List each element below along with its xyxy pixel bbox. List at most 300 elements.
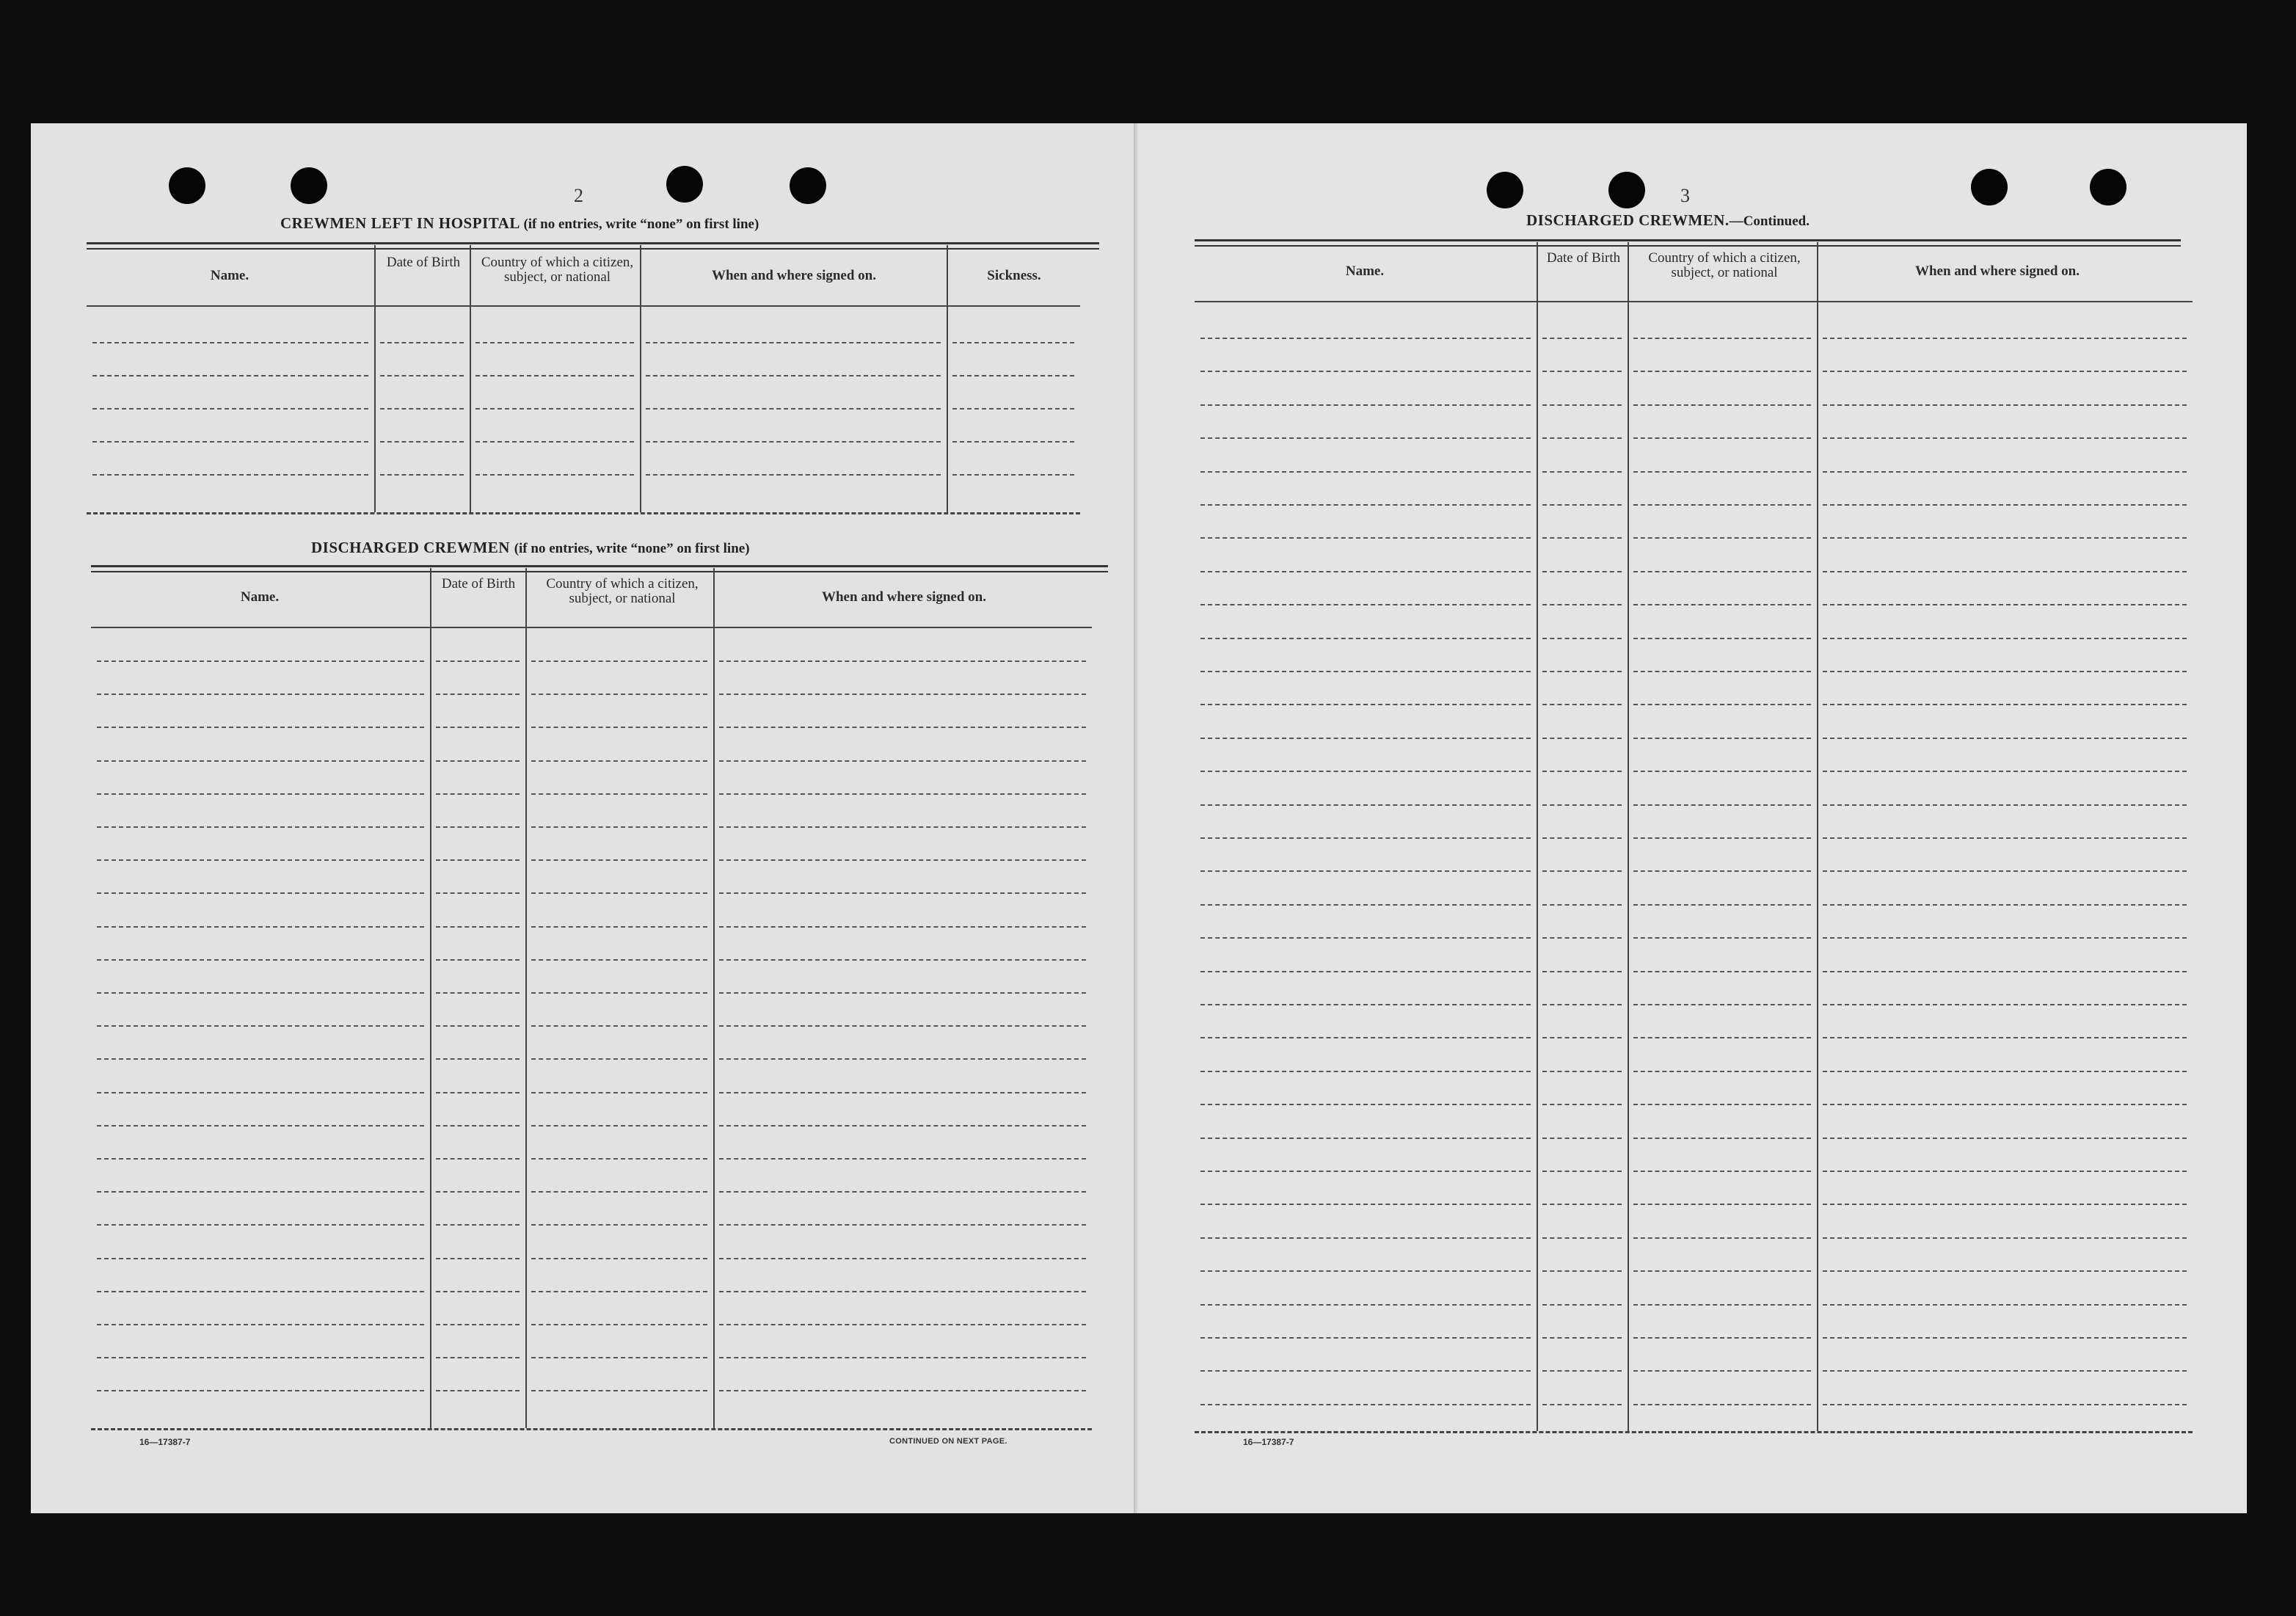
entry-line: [1200, 671, 1531, 672]
continued-top-rule: [1195, 239, 2181, 247]
entry-line: [97, 1324, 424, 1325]
entry-line: [1633, 704, 1811, 705]
entry-line: [1823, 870, 2187, 872]
entry-line: [952, 375, 1074, 376]
table-bottom-rule: [91, 1428, 1092, 1430]
punch-hole: [1971, 169, 2008, 205]
entry-line: [1823, 1337, 2187, 1339]
entry-line: [531, 892, 707, 894]
entry-line: [1823, 804, 2187, 806]
entry-line: [1200, 971, 1531, 972]
entry-line: [531, 992, 707, 994]
entry-line: [1823, 1071, 2187, 1072]
entry-line: [1633, 671, 1811, 672]
entry-line: [97, 660, 424, 662]
entry-line: [1633, 1104, 1811, 1105]
entry-line: [97, 1058, 424, 1060]
discharged-header-dob: Date of Birth: [441, 576, 516, 592]
punch-hole: [666, 166, 703, 203]
entry-line: [97, 959, 424, 961]
entry-line: [1633, 571, 1811, 572]
entry-line: [1633, 471, 1811, 473]
entry-line: [1200, 1304, 1531, 1306]
entry-line: [97, 1390, 424, 1391]
entry-line: [1542, 504, 1622, 506]
entry-line: [1542, 437, 1622, 439]
entry-line: [1823, 1237, 2187, 1239]
entry-line: [1200, 1237, 1531, 1239]
entry-line: [1633, 837, 1811, 839]
entry-line: [1823, 1138, 2187, 1139]
discharged-subtitle-text: (if no entries, write “none” on first line): [514, 541, 750, 556]
entry-line: [1200, 738, 1531, 739]
punch-hole: [2090, 169, 2126, 205]
entry-line: [1633, 1270, 1811, 1272]
entry-line: [436, 959, 520, 961]
entry-line: [1823, 1171, 2187, 1172]
entry-line: [531, 826, 707, 828]
entry-line: [531, 1258, 707, 1259]
entry-line: [719, 793, 1086, 795]
entry-line: [436, 1092, 520, 1093]
entry-line: [719, 1191, 1086, 1193]
hospital-header-signed-on: When and where signed on.: [711, 268, 876, 283]
entry-line: [531, 1191, 707, 1193]
entry-line: [436, 660, 520, 662]
continued-header-name: Name.: [1345, 263, 1385, 279]
entry-line: [719, 1324, 1086, 1325]
entry-line: [1823, 404, 2187, 406]
entry-line: [1633, 971, 1811, 972]
entry-line: [1542, 1304, 1622, 1306]
entry-line: [475, 474, 634, 476]
entry-line: [1200, 870, 1531, 872]
column-divider: [470, 245, 471, 512]
entry-line: [1633, 338, 1811, 339]
entry-line: [1542, 338, 1622, 339]
entry-line: [1823, 771, 2187, 772]
column-divider: [947, 245, 948, 512]
entry-line: [531, 1291, 707, 1292]
entry-line: [1823, 437, 2187, 439]
entry-line: [1542, 371, 1622, 372]
hospital-subtitle-text: (if no entries, write “none” on first line): [523, 216, 759, 232]
column-divider: [1628, 242, 1629, 1431]
entry-line: [1633, 1304, 1811, 1306]
entry-line: [1200, 1270, 1531, 1272]
entry-line: [719, 1092, 1086, 1093]
entry-line: [436, 859, 520, 861]
entry-line: [646, 375, 941, 376]
entry-line: [1542, 771, 1622, 772]
entry-line: [97, 859, 424, 861]
entry-line: [646, 342, 941, 343]
entry-line: [719, 760, 1086, 762]
continued-header-dob: Date of Birth: [1546, 250, 1621, 266]
entry-line: [531, 859, 707, 861]
entry-line: [97, 1191, 424, 1193]
entry-line: [436, 1058, 520, 1060]
entry-line: [952, 342, 1074, 343]
entry-line: [1823, 1004, 2187, 1005]
entry-line: [1542, 904, 1622, 906]
entry-line: [1633, 771, 1811, 772]
punch-hole: [169, 167, 205, 204]
entry-line: [1542, 1138, 1622, 1139]
page-number: 2: [574, 185, 583, 206]
entry-line: [1200, 804, 1531, 806]
entry-line: [1633, 537, 1811, 539]
entry-line: [719, 1158, 1086, 1160]
entry-line: [436, 892, 520, 894]
entry-line: [1633, 437, 1811, 439]
entry-line: [1542, 971, 1622, 972]
entry-line: [436, 826, 520, 828]
entry-line: [1633, 1237, 1811, 1239]
continued-header-country: Country of which a citizen, subject, or national: [1648, 250, 1801, 280]
entry-line: [92, 342, 368, 343]
entry-line: [719, 1258, 1086, 1259]
entry-line: [1542, 1004, 1622, 1005]
entry-line: [1200, 1337, 1531, 1339]
entry-line: [952, 441, 1074, 443]
discharged-header-signed-on: When and where signed on.: [821, 589, 986, 605]
entry-line: [1633, 937, 1811, 939]
entry-line: [1200, 1037, 1531, 1038]
entry-line: [1542, 1337, 1622, 1339]
entry-line: [97, 1125, 424, 1127]
entry-line: [436, 1158, 520, 1160]
entry-line: [97, 1224, 424, 1226]
entry-line: [719, 1125, 1086, 1127]
discharged-header-name: Name.: [240, 589, 280, 605]
entry-line: [1542, 937, 1622, 939]
entry-line: [97, 926, 424, 928]
entry-line: [97, 793, 424, 795]
entry-line: [1633, 1337, 1811, 1339]
entry-line: [1633, 904, 1811, 906]
entry-line: [1633, 604, 1811, 605]
entry-line: [380, 474, 464, 476]
entry-line: [531, 959, 707, 961]
entry-line: [97, 892, 424, 894]
entry-line: [1823, 904, 2187, 906]
entry-line: [1823, 371, 2187, 372]
entry-line: [1200, 371, 1531, 372]
entry-line: [531, 694, 707, 695]
entry-line: [1200, 471, 1531, 473]
entry-line: [1633, 1004, 1811, 1005]
entry-line: [719, 1357, 1086, 1358]
entry-line: [1823, 704, 2187, 705]
entry-line: [719, 826, 1086, 828]
entry-line: [436, 926, 520, 928]
discharged-header-country: Country of which a citizen, subject, or national: [546, 576, 699, 606]
entry-line: [1633, 638, 1811, 639]
entry-line: [719, 1025, 1086, 1027]
entry-line: [719, 859, 1086, 861]
entry-line: [1823, 604, 2187, 605]
column-divider: [525, 568, 527, 1428]
entry-line: [719, 694, 1086, 695]
entry-line: [475, 342, 634, 343]
entry-line: [1542, 537, 1622, 539]
entry-line: [1200, 1370, 1531, 1372]
entry-line: [1200, 1071, 1531, 1072]
entry-line: [1823, 638, 2187, 639]
entry-line: [1633, 804, 1811, 806]
entry-line: [1823, 1370, 2187, 1372]
header-underline: [87, 305, 1080, 307]
entry-line: [1823, 1204, 2187, 1205]
right-page: [1139, 123, 2247, 1513]
entry-line: [97, 1092, 424, 1093]
continued-header-signed-on: When and where signed on.: [1914, 263, 2080, 279]
hospital-title-text: CREWMEN LEFT IN HOSPITAL: [280, 214, 520, 232]
column-divider: [374, 245, 376, 512]
entry-line: [531, 1357, 707, 1358]
entry-line: [1633, 1138, 1811, 1139]
entry-line: [1542, 1037, 1622, 1038]
entry-line: [1633, 371, 1811, 372]
entry-line: [1200, 571, 1531, 572]
entry-line: [531, 926, 707, 928]
entry-line: [1823, 338, 2187, 339]
entry-line: [380, 375, 464, 376]
entry-line: [646, 441, 941, 443]
entry-line: [1200, 338, 1531, 339]
entry-line: [1200, 638, 1531, 639]
entry-line: [1542, 704, 1622, 705]
entry-line: [1823, 504, 2187, 506]
entry-line: [1542, 671, 1622, 672]
entry-line: [719, 1224, 1086, 1226]
entry-line: [1823, 471, 2187, 473]
entry-line: [531, 1224, 707, 1226]
punch-hole: [790, 167, 826, 204]
column-divider: [640, 245, 641, 512]
entry-line: [719, 1291, 1086, 1292]
entry-line: [952, 474, 1074, 476]
entry-line: [1200, 937, 1531, 939]
entry-line: [1200, 1138, 1531, 1139]
entry-line: [531, 1324, 707, 1325]
entry-line: [436, 1291, 520, 1292]
entry-line: [531, 1390, 707, 1391]
column-divider: [430, 568, 431, 1428]
entry-line: [1542, 870, 1622, 872]
entry-line: [97, 760, 424, 762]
entry-line: [380, 441, 464, 443]
entry-line: [1200, 437, 1531, 439]
entry-line: [1633, 1204, 1811, 1205]
entry-line: [92, 375, 368, 376]
entry-line: [1200, 1171, 1531, 1172]
discharged-section-title: [311, 539, 750, 557]
discharged-continued-title: [1526, 211, 1810, 230]
entry-line: [1200, 537, 1531, 539]
left-page: [31, 123, 1139, 1513]
discharged-top-rule: [91, 565, 1108, 572]
entry-line: [1542, 738, 1622, 739]
entry-line: [1823, 571, 2187, 572]
entry-line: [531, 1092, 707, 1093]
entry-line: [1200, 837, 1531, 839]
entry-line: [1200, 704, 1531, 705]
entry-line: [531, 760, 707, 762]
punch-hole: [291, 167, 327, 204]
entry-line: [719, 727, 1086, 728]
entry-line: [531, 660, 707, 662]
entry-line: [436, 1258, 520, 1259]
punch-hole: [1487, 172, 1523, 208]
continued-note: CONTINUED ON NEXT PAGE.: [889, 1437, 1007, 1446]
entry-line: [436, 1357, 520, 1358]
entry-line: [1200, 604, 1531, 605]
form-code: 16—17387-7: [139, 1437, 191, 1447]
entry-line: [1823, 671, 2187, 672]
entry-line: [1542, 1370, 1622, 1372]
entry-line: [1633, 1404, 1811, 1405]
entry-line: [1542, 1171, 1622, 1172]
entry-line: [436, 1224, 520, 1226]
entry-line: [1542, 404, 1622, 406]
entry-line: [1200, 1404, 1531, 1405]
entry-line: [1542, 1270, 1622, 1272]
entry-line: [1542, 571, 1622, 572]
entry-line: [97, 826, 424, 828]
entry-line: [719, 1058, 1086, 1060]
entry-line: [531, 1125, 707, 1127]
entry-line: [475, 408, 634, 410]
hospital-header-sickness: Sickness.: [987, 268, 1041, 283]
entry-line: [719, 660, 1086, 662]
table-bottom-rule: [1195, 1431, 2193, 1433]
entry-line: [97, 727, 424, 728]
entry-line: [436, 1025, 520, 1027]
entry-line: [1633, 870, 1811, 872]
entry-line: [531, 1025, 707, 1027]
form-code: 16—17387-7: [1243, 1437, 1294, 1447]
entry-line: [1542, 837, 1622, 839]
entry-line: [1823, 537, 2187, 539]
entry-line: [952, 408, 1074, 410]
entry-line: [1823, 1404, 2187, 1405]
entry-line: [436, 1125, 520, 1127]
entry-line: [1200, 904, 1531, 906]
entry-line: [436, 1390, 520, 1391]
entry-line: [1823, 971, 2187, 972]
entry-line: [646, 474, 941, 476]
entry-line: [531, 1158, 707, 1160]
entry-line: [1200, 504, 1531, 506]
entry-line: [1542, 804, 1622, 806]
table-bottom-rule: [87, 512, 1080, 514]
entry-line: [1823, 1304, 2187, 1306]
entry-line: [719, 926, 1086, 928]
entry-line: [1633, 404, 1811, 406]
entry-line: [97, 1258, 424, 1259]
entry-line: [97, 1357, 424, 1358]
entry-line: [97, 992, 424, 994]
entry-line: [1542, 638, 1622, 639]
entry-line: [531, 793, 707, 795]
entry-line: [1823, 937, 2187, 939]
entry-line: [1823, 738, 2187, 739]
entry-line: [436, 760, 520, 762]
entry-line: [719, 892, 1086, 894]
entry-line: [1200, 1104, 1531, 1105]
entry-line: [380, 342, 464, 343]
hospital-header-dob: Date of Birth: [386, 255, 461, 270]
entry-line: [97, 1291, 424, 1292]
entry-line: [1542, 1104, 1622, 1105]
entry-line: [1200, 1004, 1531, 1005]
entry-line: [1633, 1071, 1811, 1072]
column-divider: [1817, 242, 1818, 1431]
entry-line: [1633, 1037, 1811, 1038]
entry-line: [436, 1191, 520, 1193]
entry-line: [719, 992, 1086, 994]
punch-hole: [1608, 172, 1645, 208]
entry-line: [92, 441, 368, 443]
entry-line: [1633, 1171, 1811, 1172]
column-divider: [1537, 242, 1538, 1431]
column-divider: [713, 568, 715, 1428]
entry-line: [1823, 1037, 2187, 1038]
entry-line: [1633, 504, 1811, 506]
hospital-header-name: Name.: [210, 268, 249, 283]
entry-line: [719, 1390, 1086, 1391]
entry-line: [475, 441, 634, 443]
entry-line: [1633, 1370, 1811, 1372]
entry-line: [436, 694, 520, 695]
header-underline: [1195, 301, 2193, 302]
discharged-continued-subtitle: —Continued.: [1729, 214, 1810, 229]
discharged-continued-title-text: DISCHARGED CREWMEN.: [1526, 211, 1730, 229]
entry-line: [436, 793, 520, 795]
entry-line: [1823, 1270, 2187, 1272]
entry-line: [719, 959, 1086, 961]
entry-line: [92, 408, 368, 410]
entry-line: [97, 1025, 424, 1027]
hospital-section-title: [280, 214, 759, 233]
entry-line: [1542, 1404, 1622, 1405]
entry-line: [380, 408, 464, 410]
entry-line: [531, 727, 707, 728]
entry-line: [436, 1324, 520, 1325]
entry-line: [436, 992, 520, 994]
entry-line: [1542, 1071, 1622, 1072]
entry-line: [1200, 404, 1531, 406]
entry-line: [1823, 1104, 2187, 1105]
entry-line: [1200, 1204, 1531, 1205]
entry-line: [1200, 771, 1531, 772]
hospital-header-country: Country of which a citizen, subject, or national: [481, 255, 634, 285]
entry-line: [531, 1058, 707, 1060]
page-number: 3: [1680, 185, 1690, 206]
header-underline: [91, 627, 1092, 628]
entry-line: [92, 474, 368, 476]
entry-line: [97, 694, 424, 695]
entry-line: [436, 727, 520, 728]
entry-line: [475, 375, 634, 376]
entry-line: [646, 408, 941, 410]
entry-line: [97, 1158, 424, 1160]
discharged-title-text: DISCHARGED CREWMEN: [311, 539, 510, 556]
entry-line: [1542, 1204, 1622, 1205]
entry-line: [1542, 1237, 1622, 1239]
